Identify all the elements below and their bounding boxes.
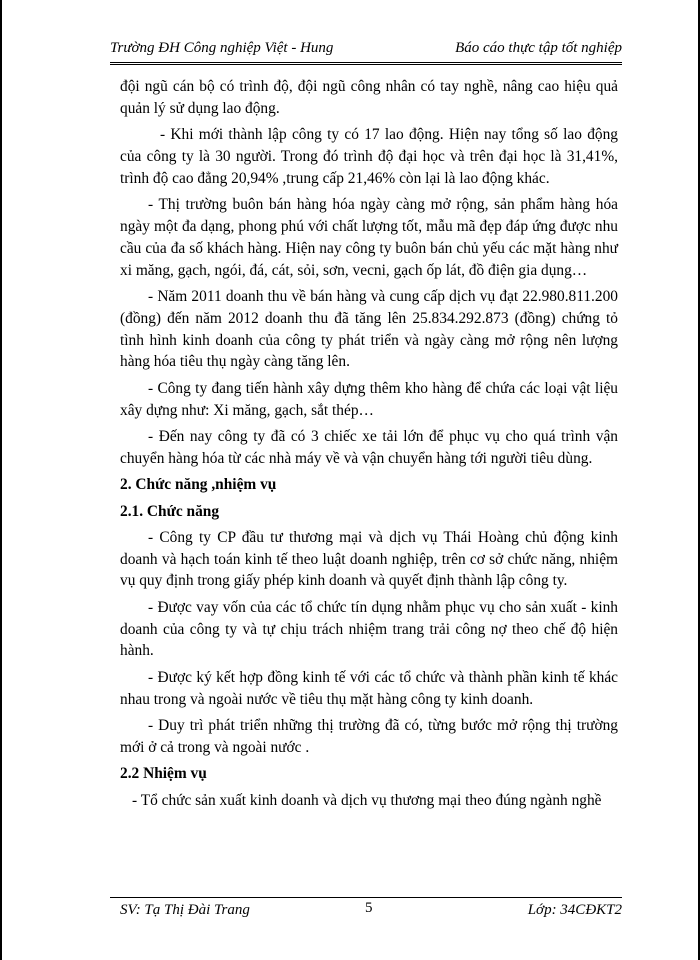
paragraph: - Được ký kết hợp đồng kinh tế với các tổ chức và thành phần kinh tế khác nhau trong và ngoài nước về tiêu thụ mặt hàng công ty kinh doanh. [120, 668, 618, 708]
page-number: 5 [365, 900, 373, 916]
paragraph: - Khi mới thành lập công ty có 17 lao động. Hiện nay tổng số lao động của công ty là 30 người. Trong đó trình độ đại học và trên đại học là 31,41%, trình độ cao đẳng 20,94% ,trung cấp 21,46% còn lại là lao động khác. [120, 126, 618, 187]
paragraph: - Được vay vốn của các tổ chức tín dụng nhằm phục vụ cho sản xuất - kinh doanh của công ty và tự chịu trách nhiệm trang trải công nợ theo chế độ hiện hành. [120, 598, 618, 660]
footer-divider [110, 897, 622, 898]
paragraph: - Duy trì phát triển những thị trường đã có, từng bước mở rộng thị trường mới ở cả trong và ngoài nước . [120, 717, 618, 756]
header-divider [110, 62, 622, 65]
page-header [110, 38, 622, 62]
footer-class-code: Lớp: 34CĐKT2 [527, 902, 622, 918]
header-school-name: Trường ĐH Công nghiệp Việt - Hung [110, 40, 334, 56]
paragraph: - Tổ chức sản xuất kinh doanh và dịch vụ thương mại theo đúng ngành nghề [132, 791, 602, 809]
document-body [120, 76, 618, 816]
subsection-heading: 2.2 Nhiệm vụ [120, 765, 207, 783]
paragraph: - Thị trường buôn bán hàng hóa ngày càng mở rộng, sản phẩm hàng hóa ngày một đa dạng, phong phú với chất lượng tốt, mẫu mã đẹp đáp ứng được nhu cầu của đa số khách hàng. Hiện nay công ty buôn bán chủ yếu các mặt hàng như xi măng, gạch, ngói, đá, cát, sỏi, sơn, vecni, gạch ốp lát, đồ điện gia dụng… [120, 196, 618, 279]
paragraph: - Công ty đang tiến hành xây dựng thêm kho hàng để chứa các loại vật liệu xây dựng như: Xi măng, gạch, sắt thép… [120, 379, 618, 419]
subsection-heading: 2.1. Chức năng [120, 502, 220, 520]
page-footer [110, 900, 622, 922]
section-heading: 2. Chức năng ,nhiệm vụ [120, 476, 277, 494]
header-report-title: Báo cáo thực tập tốt nghiệp [455, 40, 622, 56]
paragraph: - Công ty CP đầu tư thương mại và dịch vụ Thái Hoàng chủ động kinh doanh và hạch toán kinh tế theo luật doanh nghiệp, trên cơ sở chức năng, nhiệm vụ quy định trong giấy phép kinh doanh và quyết định thành lập công ty. [120, 528, 618, 590]
paragraph: đội ngũ cán bộ có trình độ, đội ngũ công nhân có tay nghề, nâng cao hiệu quả quản lý sử dụng lao động. [120, 78, 618, 117]
paragraph: - Đến nay công ty đã có 3 chiếc xe tải lớn để phục vụ cho quá trình vận chuyển hàng hóa từ các nhà máy về và vận chuyển hàng tới người tiêu dùng. [120, 427, 618, 467]
paragraph: - Năm 2011 doanh thu về bán hàng và cung cấp dịch vụ đạt 22.980.811.200 (đồng) đến năm 2012 doanh thu đã tăng lên 25.834.292.873 (đồng) chứng tỏ tình hình kinh doanh của công ty phát triển và ngày càng mở rộng nên lượng hàng hóa tiêu thụ ngày càng tăng lên. [120, 287, 618, 371]
footer-student-name: SV: Tạ Thị Đài Trang [120, 902, 250, 918]
